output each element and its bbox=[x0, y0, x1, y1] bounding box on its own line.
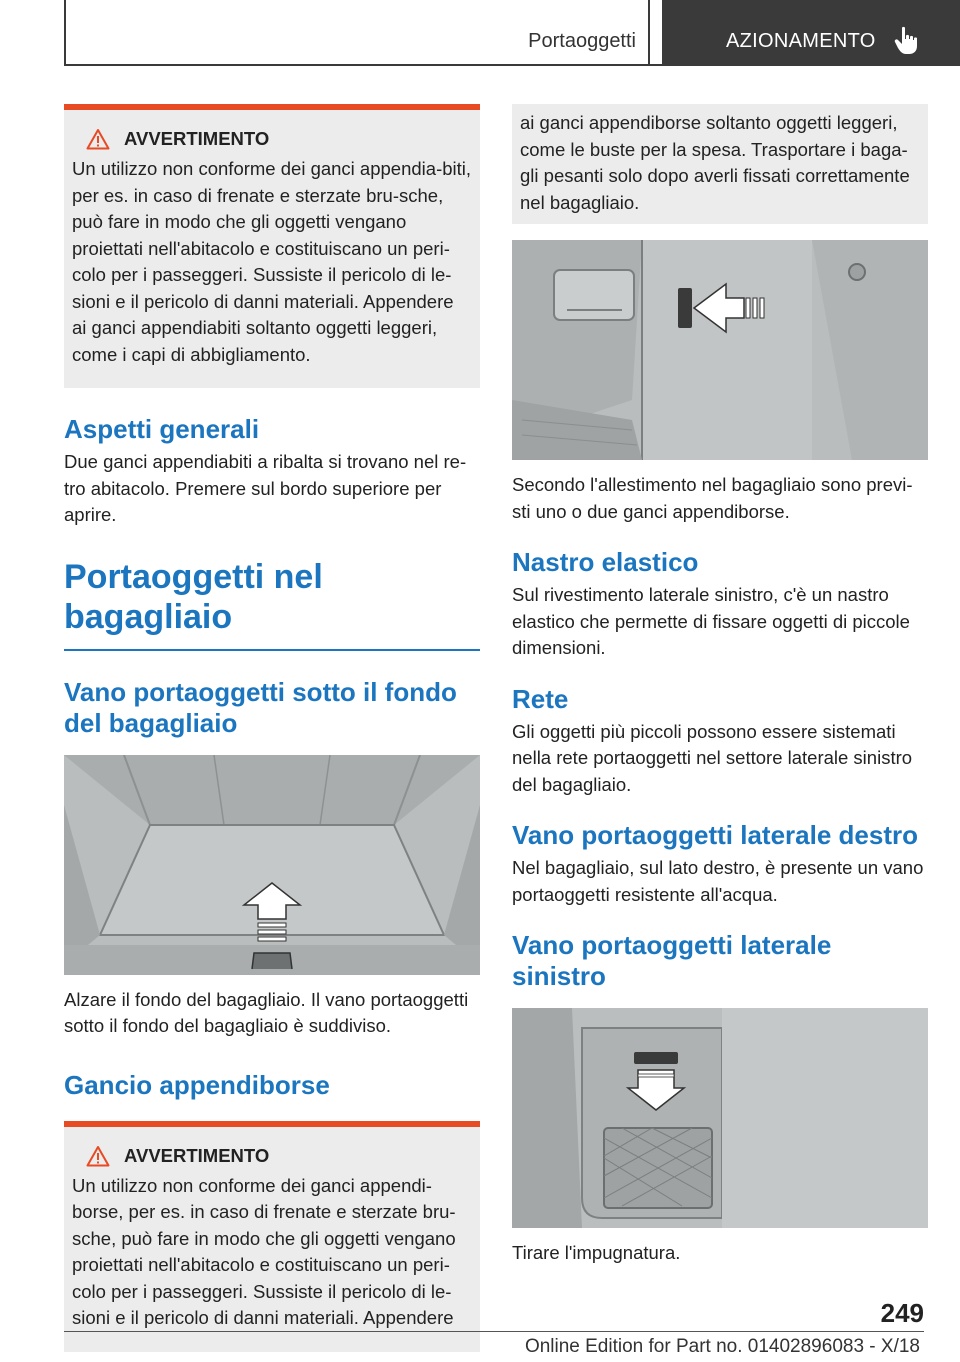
header-chapter-tab bbox=[662, 0, 960, 66]
net-text: Gli oggetti più piccoli possono essere sistemati nella rete portaoggetti nel settore laterale sinistro del bagagliaio. bbox=[512, 720, 913, 795]
right-column bbox=[512, 104, 928, 1267]
heading-bag-hook: Gancio appendiborse bbox=[64, 1069, 330, 1100]
general-text: Due ganci appendiabiti a ribalta si trovano nel re-tro abitacolo. Premere sul bordo superiore per aprire. bbox=[64, 451, 467, 525]
bag-hook-illustration bbox=[512, 240, 928, 460]
warning-box-continued bbox=[512, 104, 928, 224]
footer-rule bbox=[64, 1331, 924, 1332]
underfloor-caption: Alzare il fondo del bagagliaio. Il vano portaoggetti sotto il fondo del bagagliaio è suddiviso. bbox=[64, 988, 469, 1036]
warning-triangle-icon bbox=[86, 1145, 110, 1167]
bag-hook-caption: Secondo l'allestimento nel bagagliaio sono previ-sti uno o due ganci appendiborse. bbox=[512, 474, 913, 522]
heading-elastic-strap: Nastro elastico bbox=[512, 547, 699, 577]
header-separator bbox=[648, 0, 650, 66]
pointing-hand-icon bbox=[894, 26, 920, 56]
header-left-rule bbox=[64, 0, 66, 66]
left-compartment-caption: Tirare l'impugnatura. bbox=[512, 1242, 681, 1263]
header-chapter-label: AZIONAMENTO bbox=[726, 30, 876, 52]
warning-title-text: AVVERTIMENTO bbox=[124, 1144, 270, 1166]
bag-hook-drawing bbox=[512, 240, 928, 460]
warning-title bbox=[72, 128, 472, 150]
warning-box-coat-hooks bbox=[64, 104, 480, 388]
warning-text: Un utilizzo non conforme dei ganci appendi-borse, per es. in caso di frenate e sterzate bru-sche, può fare in modo che gli oggetti vengano proiettati nell'abitacolo e costituiscano un peri-colo per i passeggeri. Sussiste il pericolo di le-sioni e il pericolo di danni materiali. Appendere bbox=[72, 1174, 456, 1328]
warning-title bbox=[72, 1145, 472, 1167]
left-compartment-illustration bbox=[512, 1008, 928, 1228]
warning-continued-text: ai ganci appendiborse soltanto oggetti leggeri, come le buste per la spesa. Trasportare i baga-gli pesanti solo dopo averli fissati correttamente nel bagagliaio. bbox=[520, 112, 910, 213]
chapter-heading: Portaoggetti nel bagagliaio bbox=[64, 557, 480, 651]
left-column bbox=[64, 104, 480, 1352]
heading-net: Rete bbox=[512, 683, 569, 714]
trunk-floor-drawing bbox=[64, 755, 480, 975]
right-compartment-text: Nel bagagliaio, sul lato destro, è presente un vano portaoggetti resistente all'acqua. bbox=[512, 857, 924, 905]
warning-box-bag-hooks bbox=[64, 1121, 480, 1352]
trunk-floor-illustration bbox=[64, 755, 480, 975]
page-number: 249 bbox=[880, 1298, 924, 1328]
heading-underfloor-compartment: Vano portaoggetti sotto il fondo del bagagliaio bbox=[64, 676, 457, 738]
warning-triangle-icon bbox=[86, 128, 110, 150]
header-section-title: Portaoggetti bbox=[528, 30, 636, 52]
warning-text: Un utilizzo non conforme dei ganci appendia-biti, per es. in caso di frenate e sterzate bru-sche, può fare in modo che gli oggetti vengano proiettati nell'abitacolo e costituiscano un peri-colo per i passeggeri. Sussiste il pericolo di le-sioni e il pericolo di danni materiali. Appendere ai ganci appendiabiti soltanto oggetti leggeri, come i capi di abbigliamento. bbox=[72, 158, 472, 365]
heading-general: Aspetti generali bbox=[64, 414, 260, 444]
elastic-strap-text: Sul rivestimento laterale sinistro, c'è un nastro elastico che permette di fissare oggetti di piccole dimensioni. bbox=[512, 584, 910, 658]
left-compartment-drawing bbox=[512, 1008, 928, 1228]
footer-edition: Online Edition for Part no. 01402896083 - X/18 bbox=[524, 1336, 920, 1357]
heading-right-compartment: Vano portaoggetti laterale destro bbox=[512, 820, 918, 850]
heading-left-compartment: Vano portaoggetti laterale sinistro bbox=[512, 930, 832, 991]
warning-title-text: AVVERTIMENTO bbox=[124, 128, 270, 149]
